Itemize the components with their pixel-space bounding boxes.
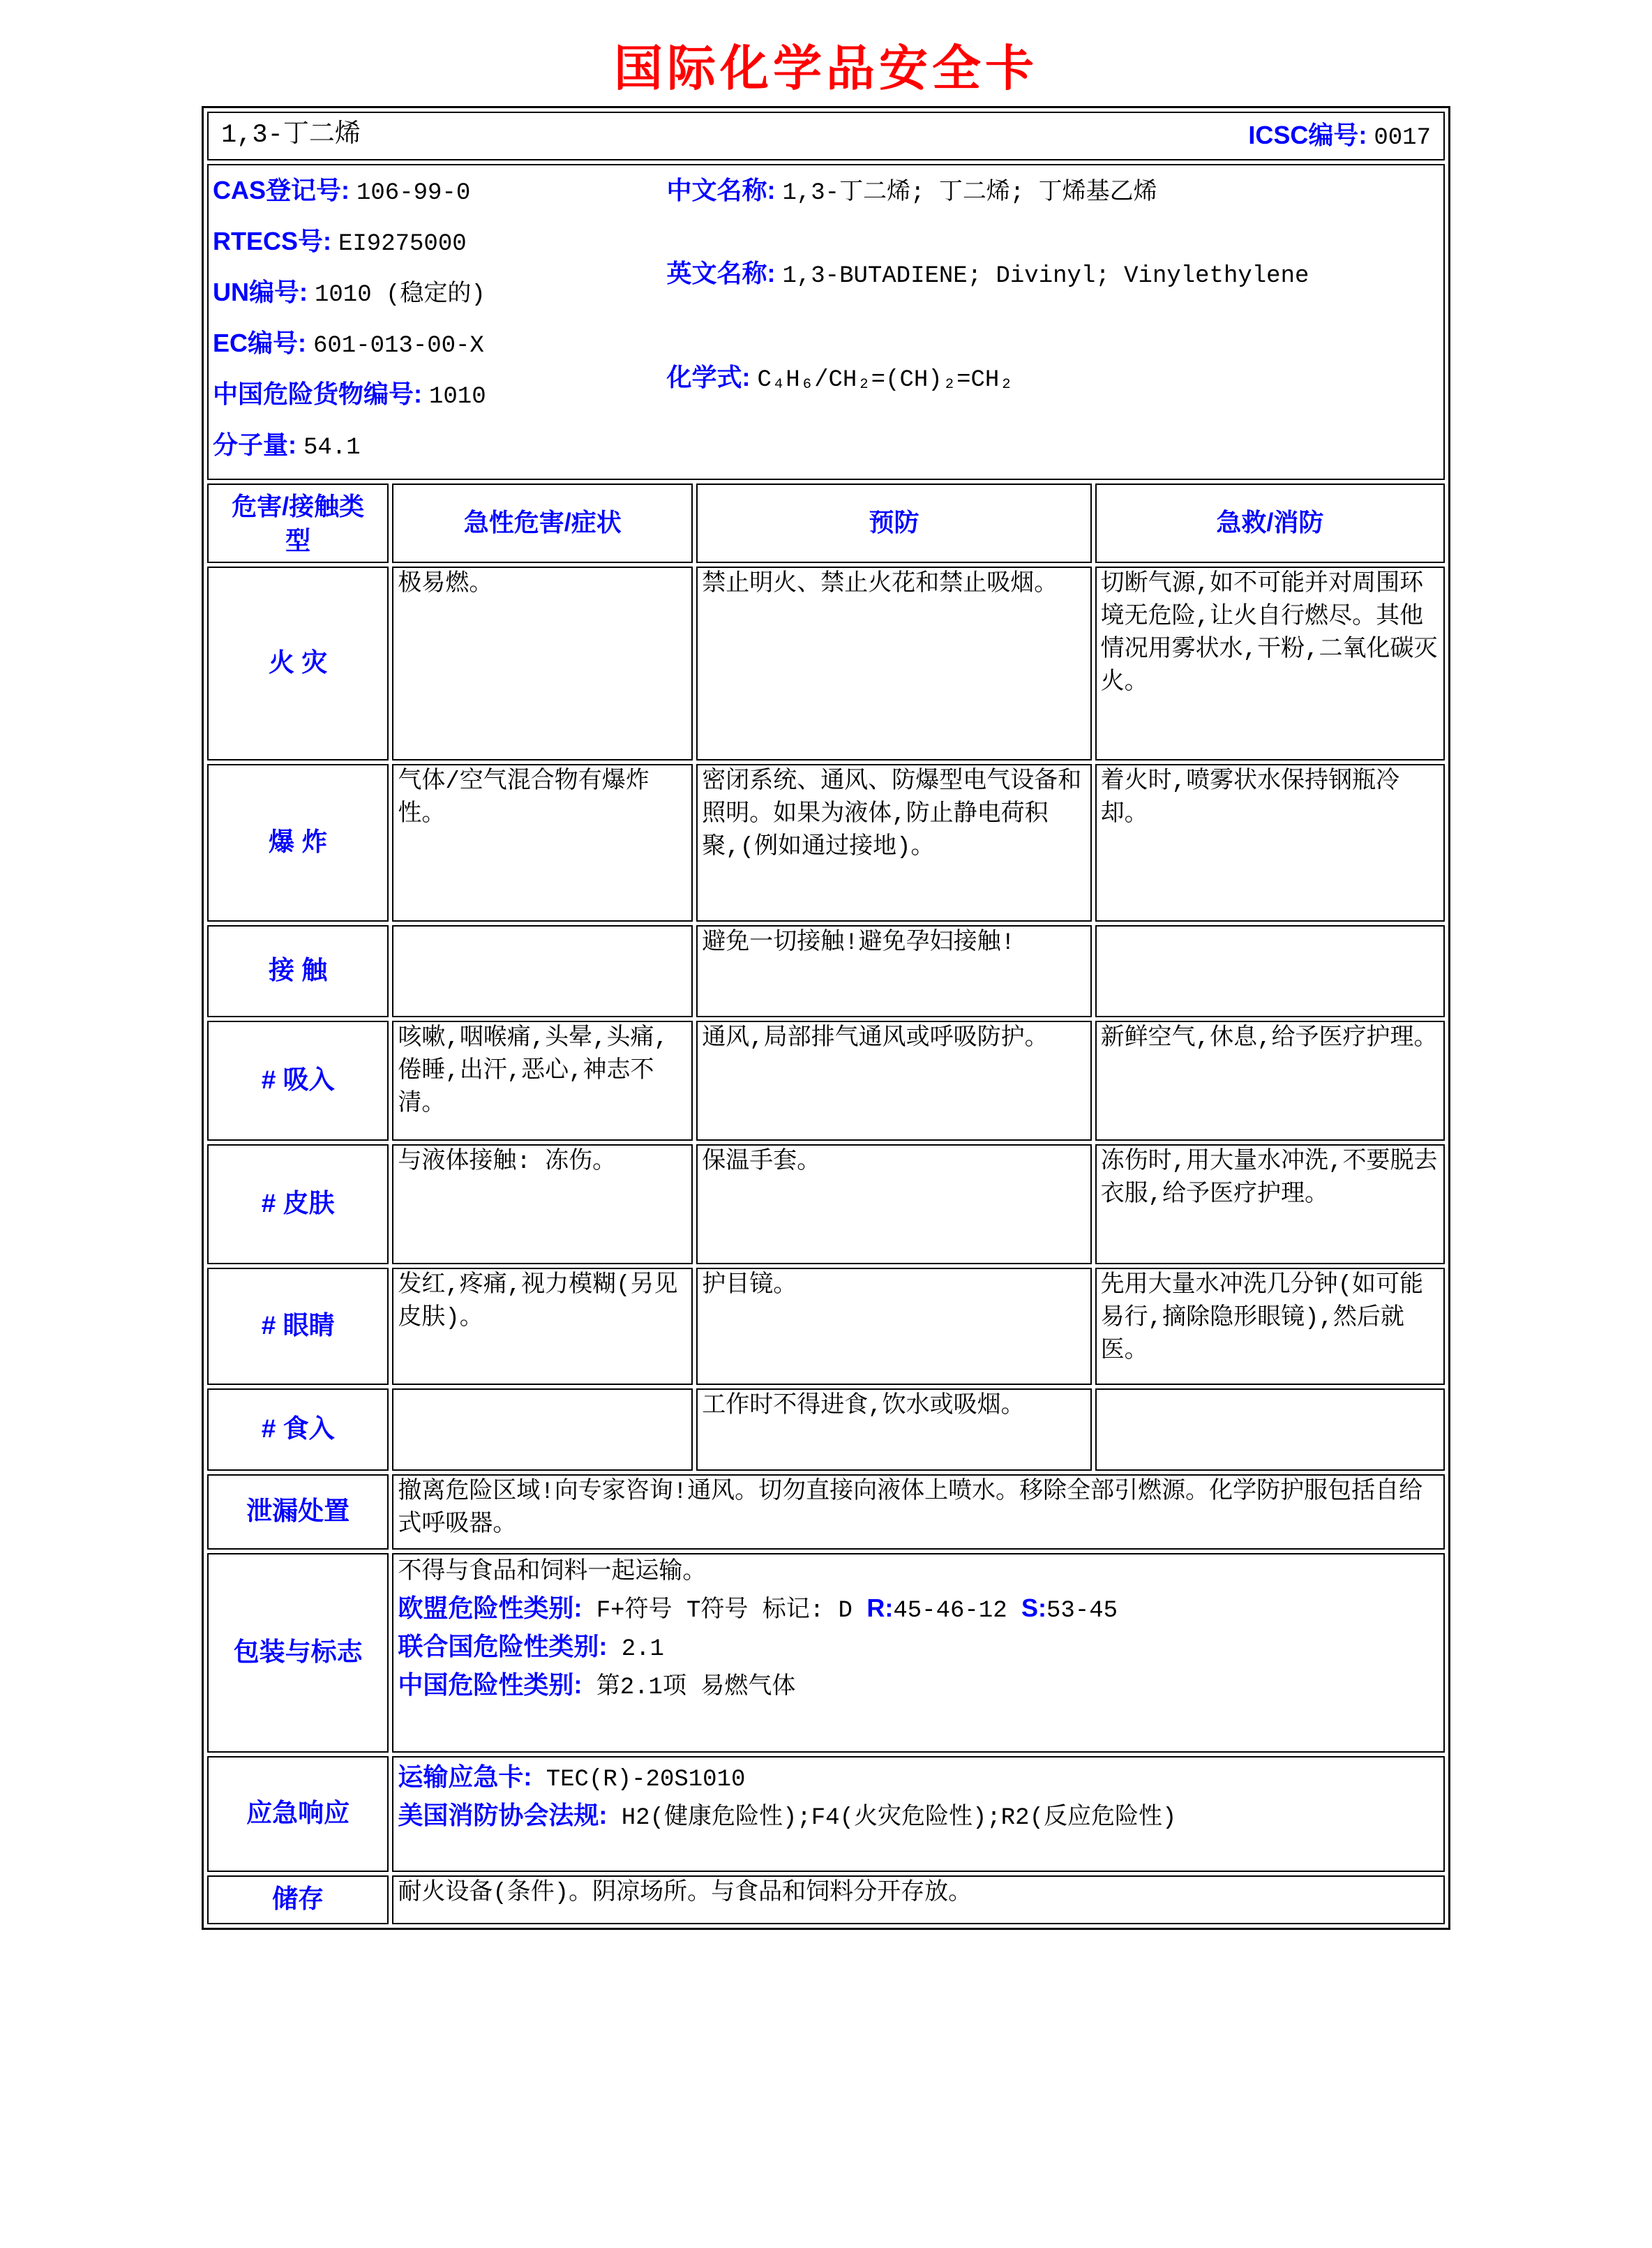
icsc-number-label: ICSC编号: xyxy=(1248,120,1367,149)
chemical-formula-line xyxy=(666,360,1439,397)
english-name-label: 英文名称: xyxy=(666,258,776,287)
molecular-weight-value: 54.1 xyxy=(303,434,361,461)
inhalation-symptoms: 咳嗽,咽喉痛,头晕,头痛,倦睡,出汗,恶心,神志不清。 xyxy=(392,1021,693,1141)
hazard-row-fire xyxy=(207,567,1445,760)
ec-number-label: EC编号: xyxy=(213,328,306,357)
china-dg-number-label: 中国危险货物编号: xyxy=(213,379,422,408)
packaging-label: 包装与标志 xyxy=(207,1553,389,1753)
ingestion-response xyxy=(1095,1388,1445,1471)
icsc-number-group xyxy=(1248,118,1431,155)
packaging-un-class-line: 联合国危险性类别: 2.1 xyxy=(398,1632,664,1663)
chinese-name-label: 中文名称: xyxy=(666,176,776,204)
header-first-aid: 急救/消防 xyxy=(1095,484,1445,563)
chemical-formula-value: C₄H₆/CH₂=(CH)₂=CH₂ xyxy=(757,366,1014,394)
spill-disposal-row xyxy=(207,1474,1445,1550)
name-row xyxy=(207,112,1445,160)
hazard-row-contact xyxy=(207,925,1445,1017)
header-acute-hazards: 急性危害/症状 xyxy=(392,484,693,563)
ec-number-line xyxy=(213,326,666,363)
explosion-response: 着火时,喷雾状水保持钢瓶冷却。 xyxy=(1095,764,1445,922)
emergency-tec-line: 运输应急卡: TEC(R)-20S1010 xyxy=(398,1762,746,1794)
molecular-weight-label: 分子量: xyxy=(213,430,296,459)
skin-symptoms: 与液体接触: 冻伤。 xyxy=(392,1144,693,1264)
emergency-response-text xyxy=(392,1756,1445,1872)
storage-text: 耐火设备(条件)。阴凉场所。与食品和饲料分开存放。 xyxy=(392,1875,1445,1924)
eyes-label: # 眼睛 xyxy=(207,1268,389,1385)
hazard-row-skin xyxy=(207,1144,1445,1264)
english-name-value: 1,3-BUTADIENE; Divinyl; Vinylethylene xyxy=(782,262,1309,290)
header-hazard-type: 危害/接触类型 xyxy=(207,484,389,563)
spill-disposal-label: 泄漏处置 xyxy=(207,1474,389,1550)
cas-number-line xyxy=(213,173,666,210)
name-cell xyxy=(207,112,1445,160)
un-number-line xyxy=(213,275,666,312)
identifiers-cell xyxy=(207,164,1445,480)
eyes-symptoms: 发红,疼痛,视力模糊(另见皮肤)。 xyxy=(392,1268,693,1385)
hazard-header-row xyxy=(207,484,1445,563)
skin-response: 冻伤时,用大量水冲洗,不要脱去衣服,给予医疗护理。 xyxy=(1095,1144,1445,1264)
rtecs-number-value: EI9275000 xyxy=(338,230,467,257)
inhalation-response: 新鲜空气,休息,给予医疗护理。 xyxy=(1095,1021,1445,1141)
explosion-label: 爆 炸 xyxy=(207,764,389,922)
fire-label: 火 灾 xyxy=(207,567,389,760)
storage-label: 储存 xyxy=(207,1875,389,1924)
hazard-row-inhalation xyxy=(207,1021,1445,1141)
cas-number-value: 106-99-0 xyxy=(356,180,471,207)
fire-prevention: 禁止明火、禁止火花和禁止吸烟。 xyxy=(696,567,1091,760)
fire-symptoms: 极易燃。 xyxy=(392,567,693,760)
skin-prevention: 保温手套。 xyxy=(696,1144,1091,1264)
identifiers-right-column xyxy=(666,166,1439,478)
identifiers-row xyxy=(207,164,1445,480)
molecular-weight-line xyxy=(213,428,666,465)
contact-prevention: 避免一切接触!避免孕妇接触! xyxy=(696,925,1091,1017)
ingestion-prevention: 工作时不得进食,饮水或吸烟。 xyxy=(696,1388,1091,1471)
hazard-row-explosion xyxy=(207,764,1445,922)
packaging-text xyxy=(392,1553,1445,1753)
contact-label: 接 触 xyxy=(207,925,389,1017)
contact-symptoms xyxy=(392,925,693,1017)
packaging-row xyxy=(207,1553,1445,1753)
eyes-prevention: 护目镜。 xyxy=(696,1268,1091,1385)
eyes-response: 先用大量水冲洗几分钟(如可能易行,摘除隐形眼镜),然后就医。 xyxy=(1095,1268,1445,1385)
china-dg-number-value: 1010 xyxy=(429,383,486,410)
page-title: 国际化学品安全卡 xyxy=(614,41,1038,96)
hazard-row-ingestion xyxy=(207,1388,1445,1471)
chinese-name-line xyxy=(666,173,1439,210)
icsc-card xyxy=(202,106,1450,1930)
rtecs-number-label: RTECS号: xyxy=(213,226,331,255)
inhalation-label: # 吸入 xyxy=(207,1021,389,1141)
un-number-label: UN编号: xyxy=(213,277,308,306)
fire-response: 切断气源,如不可能并对周围环境无危险,让火自行燃尽。其他情况用雾状水,干粉,二氧化碳灭火。 xyxy=(1095,567,1445,760)
chemical-formula-label: 化学式: xyxy=(666,362,751,391)
spill-disposal-text: 撤离危险区域!向专家咨询!通风。切勿直接向液体上喷水。移除全部引燃源。化学防护服包括自给式呼吸器。 xyxy=(392,1474,1445,1550)
cas-number-label: CAS登记号: xyxy=(213,176,350,204)
china-dg-number-line xyxy=(213,377,666,414)
packaging-transport-line: 不得与食品和饲料一起运输。 xyxy=(398,1559,707,1587)
rtecs-number-line xyxy=(213,224,666,261)
identifiers-left-column xyxy=(213,166,666,478)
header-prevention: 预防 xyxy=(696,484,1091,563)
ingestion-symptoms xyxy=(392,1388,693,1471)
packaging-eu-class-line: 欧盟危险性类别: F+符号 T符号 标记: D R:45-46-12 S:53-45 xyxy=(398,1594,1118,1625)
contact-response xyxy=(1095,925,1445,1017)
chinese-name-value: 1,3-丁二烯; 丁二烯; 丁烯基乙烯 xyxy=(782,180,1157,207)
skin-label: # 皮肤 xyxy=(207,1144,389,1264)
ingestion-label: # 食入 xyxy=(207,1388,389,1471)
explosion-symptoms: 气体/空气混合物有爆炸性。 xyxy=(392,764,693,922)
packaging-china-class-line: 中国危险性类别: 第2.1项 易燃气体 xyxy=(398,1670,796,1702)
hazard-row-eyes xyxy=(207,1268,1445,1385)
chemical-name: 1,3-丁二烯 xyxy=(221,121,361,151)
emergency-response-label: 应急响应 xyxy=(207,1756,389,1872)
emergency-response-row xyxy=(207,1756,1445,1872)
un-number-value: 1010 (稳定的) xyxy=(315,281,486,308)
icsc-number-value: 0017 xyxy=(1374,124,1431,151)
ec-number-value: 601-013-00-X xyxy=(313,332,484,359)
inhalation-prevention: 通风,局部排气通风或呼吸防护。 xyxy=(696,1021,1091,1141)
explosion-prevention: 密闭系统、通风、防爆型电气设备和照明。如果为液体,防止静电荷积聚,(例如通过接地)。 xyxy=(696,764,1091,922)
english-name-line xyxy=(666,256,1439,293)
emergency-nfpa-line: 美国消防协会法规: H2(健康危险性);F4(火灾危险性);R2(反应危险性) xyxy=(398,1801,1177,1832)
storage-row xyxy=(207,1875,1445,1924)
